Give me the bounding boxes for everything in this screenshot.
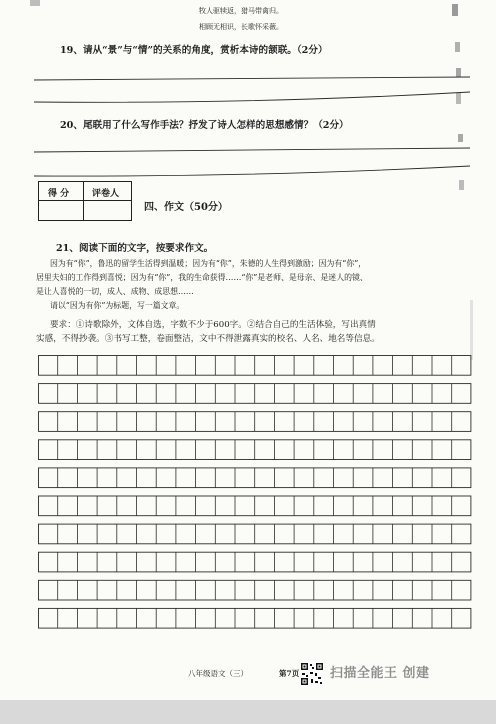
- question-21-title: 21、阅读下面的文字，按要求作文。: [56, 243, 214, 254]
- requirements: [36, 318, 466, 346]
- passage-line-2: 居里夫妇的工作得到喜悦；因为有“你”，我的生命获得……“你”是老师、是母亲、是迷人的镜、: [36, 273, 368, 282]
- requirement-line-2: 实感，不得抄袭。③书写工整，卷面整洁，文中不得泄露真实的校名、人名、地名等信息。: [36, 334, 380, 344]
- scanner-watermark: 扫描全能王 创建: [330, 666, 430, 681]
- score-table: [38, 181, 132, 221]
- writing-instruction: 请以“因为有你”为标题，写一篇文章。: [50, 301, 185, 310]
- requirement-line-1: 要求：①诗歌除外，文体自选，字数不少于600字。②结合自己的生活体验，写出真情: [50, 320, 376, 330]
- prompt-passage: [36, 257, 466, 313]
- footer-page-number: 第7页: [279, 669, 300, 678]
- footer-course: 八年级语文（三）: [188, 669, 248, 678]
- grid-row[interactable]: [39, 356, 471, 376]
- grid-row[interactable]: [39, 440, 471, 460]
- passage-line-3: 是让人喜悦的一切，成人、成物、成思想……: [36, 287, 194, 296]
- grid-row[interactable]: [39, 496, 471, 516]
- passage-line-1: 因为有“你”，鲁迅的留学生活得到温暖；因为有“你”，朱德的人生得到激励；因为有“你”，: [50, 259, 367, 268]
- grader-label: 评卷人: [92, 189, 120, 199]
- grid-row[interactable]: [39, 524, 471, 544]
- grid-row[interactable]: [39, 608, 471, 628]
- qr-code-icon: [300, 662, 324, 686]
- grid-row[interactable]: [39, 384, 471, 404]
- grid-row[interactable]: [39, 552, 471, 572]
- poem-line-1: 牧人驱犊返，猎马带禽归。: [199, 7, 283, 15]
- grid-row[interactable]: [39, 580, 471, 600]
- scan-bottom-margin: [0, 700, 496, 724]
- question-20: 20、尾联用了什么写作手法？抒发了诗人怎样的思想感情？（2分）: [60, 120, 349, 131]
- composition-grid[interactable]: [38, 355, 474, 637]
- score-label: 得 分: [48, 189, 70, 199]
- grid-row[interactable]: [39, 468, 471, 488]
- grid-row[interactable]: [39, 412, 471, 432]
- section-heading: 四、作文（50分）: [144, 202, 228, 213]
- poem-line-2: 相顾无相识，长歌怀采薇。: [199, 23, 283, 31]
- question-19: 19、请从“景”与“情”的关系的角度，赏析本诗的颔联。（2分）: [60, 45, 328, 56]
